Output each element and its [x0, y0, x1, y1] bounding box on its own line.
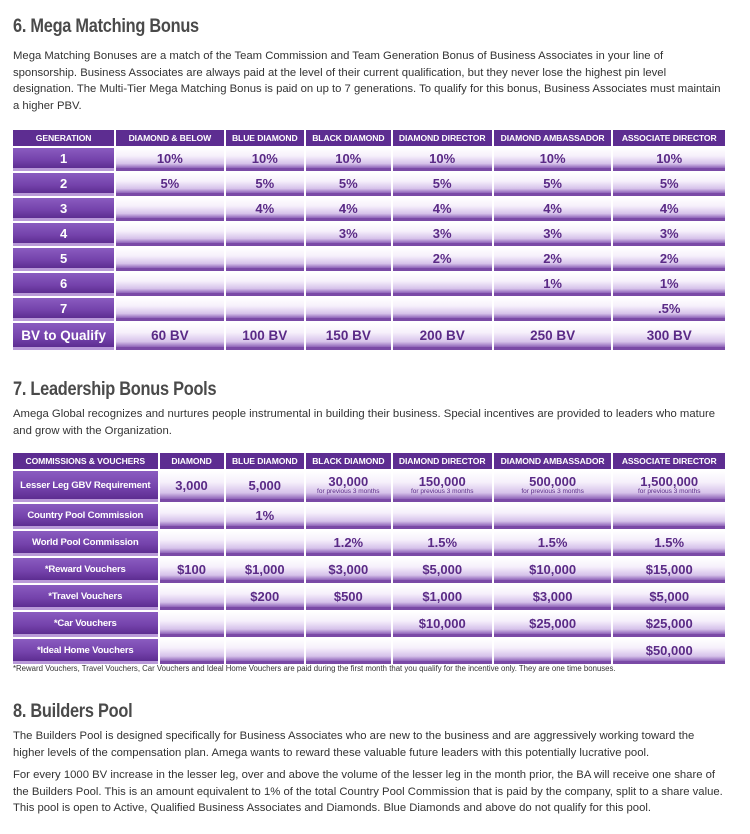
- table-cell: 4%: [393, 198, 492, 221]
- row-label: *Ideal Home Vouchers: [13, 639, 158, 664]
- cell-main: 1,500,000: [640, 474, 699, 489]
- table-cell: 1.5%: [494, 531, 612, 556]
- table-cell: 3%: [306, 223, 391, 246]
- table-cell: [160, 471, 224, 502]
- table-row: [13, 173, 725, 196]
- mega-matching-table: [11, 128, 727, 352]
- row-label: *Reward Vouchers: [13, 558, 158, 583]
- table-cell: 5%: [116, 173, 223, 196]
- table-cell: 3%: [393, 223, 492, 246]
- mega-matching-paragraph: Mega Matching Bonuses are a match of the Team Commission and Team Generation Bonus of Business Associates in your line of sponsorship. Business Associates are always paid at the level of their current qualification, but they never lose the highest pin level designation. The Multi-Tier Mega Matching Bonus is paid on up to 7 generations. To qualify for this bonus, Business Associates must maintain a higher PBV.: [13, 50, 721, 112]
- generation-label: 4: [13, 223, 114, 246]
- table-cell: 1.5%: [613, 531, 725, 556]
- table-cell: 3%: [613, 223, 725, 246]
- table-cell: [116, 223, 223, 246]
- table-cell: [393, 273, 492, 296]
- table-cell: [306, 298, 391, 321]
- table-row: [13, 298, 725, 321]
- table-cell: $10,000: [393, 612, 492, 637]
- table-cell: $25,000: [494, 612, 612, 637]
- table-cell: 2%: [613, 248, 725, 271]
- cell-main: 3,000: [175, 477, 208, 493]
- table-cell: 10%: [116, 148, 223, 171]
- cell-main: 30,000: [328, 474, 369, 489]
- table-cell: [306, 471, 391, 502]
- table-cell: 300 BV: [613, 323, 725, 350]
- table-cell: $1,000: [226, 558, 304, 583]
- table-cell: [116, 298, 223, 321]
- table-cell: $1,000: [393, 585, 492, 610]
- table-cell: 1%: [613, 273, 725, 296]
- table-cell: 4%: [226, 198, 304, 221]
- table-row: [13, 223, 725, 246]
- table-cell: [226, 531, 304, 556]
- table-row: [13, 585, 725, 610]
- mega-header-cell: BLUE DIAMOND: [226, 130, 304, 146]
- cell-main: 5,000: [248, 477, 282, 493]
- cell-sub: for previous 3 months: [521, 488, 584, 495]
- row-label: *Travel Vouchers: [13, 585, 158, 610]
- leadership-header-cell: DIAMOND DIRECTOR: [393, 453, 492, 469]
- table-cell: 1%: [494, 273, 612, 296]
- table-cell: [613, 504, 725, 529]
- table-cell: [393, 298, 492, 321]
- mega-header-cell: DIAMOND DIRECTOR: [393, 130, 492, 146]
- builders-paragraph-2: For every 1000 BV increase in the lesser leg, over and above the volume of the lesser leg in the month prior, the BA will receive one share of the Builders Pool. This is an amount equivalent to 1% of the total Country Pool Commission that is paid by the company, split to a share value. This pool is open to Active, Qualified Business Associates and Diamonds. Blue Diamonds and above do not qualify for this pool.: [13, 769, 723, 814]
- table-cell: [160, 639, 224, 664]
- builders-paragraph-1: The Builders Pool is designed specifically for Business Associates who are new to the business and are aggressively working toward the higher levels of the compensation plan. Amega wants to reward these valuable future leaders with this potentially lucrative pool.: [13, 730, 695, 759]
- row-label: Country Pool Commission: [13, 504, 158, 529]
- table-cell: $100: [160, 558, 224, 583]
- table-cell: 250 BV: [494, 323, 612, 350]
- table-cell: 3%: [494, 223, 612, 246]
- table-cell: 1%: [226, 504, 304, 529]
- table-cell: [226, 639, 304, 664]
- table-cell: $500: [306, 585, 391, 610]
- table-cell: $3,000: [306, 558, 391, 583]
- table-cell: [160, 585, 224, 610]
- table-cell: $3,000: [494, 585, 612, 610]
- table-cell: 5%: [306, 173, 391, 196]
- leadership-heading: 7. Leadership Bonus Pools: [13, 379, 217, 400]
- table-cell: [226, 471, 304, 502]
- bv-to-qualify-label: BV to Qualify: [13, 323, 114, 350]
- table-row: [13, 639, 725, 664]
- table-cell: [160, 504, 224, 529]
- generation-label: 3: [13, 198, 114, 221]
- table-row: [13, 558, 725, 583]
- table-cell: 5%: [613, 173, 725, 196]
- generation-label: 5: [13, 248, 114, 271]
- table-cell: [116, 273, 223, 296]
- generation-label: 6: [13, 273, 114, 296]
- table-cell: 10%: [494, 148, 612, 171]
- table-cell: 1.5%: [393, 531, 492, 556]
- mega-matching-text-block: [13, 48, 725, 114]
- gbv-requirement-row: [13, 471, 725, 502]
- row-label: World Pool Commission: [13, 531, 158, 556]
- table-cell: 60 BV: [116, 323, 223, 350]
- table-cell: 150 BV: [306, 323, 391, 350]
- table-cell: $10,000: [494, 558, 612, 583]
- table-row: [13, 248, 725, 271]
- table-cell: 1.2%: [306, 531, 391, 556]
- table-row: [13, 273, 725, 296]
- table-cell: [494, 504, 612, 529]
- table-row: [13, 198, 725, 221]
- leadership-header-cell: BLACK DIAMOND: [306, 453, 391, 469]
- table-cell: 2%: [494, 248, 612, 271]
- table-cell: 10%: [226, 148, 304, 171]
- table-cell: $5,000: [613, 585, 725, 610]
- leadership-table: [11, 451, 727, 666]
- builders-section: [13, 701, 725, 723]
- cell-sub: for previous 3 months: [410, 488, 474, 495]
- table-cell: [226, 612, 304, 637]
- table-cell: 2%: [393, 248, 492, 271]
- table-cell: [226, 273, 304, 296]
- generation-label: 7: [13, 298, 114, 321]
- mega-matching-heading: 6. Mega Matching Bonus: [13, 16, 199, 37]
- leadership-header-cell: COMMISSIONS & VOUCHERS: [13, 453, 158, 469]
- table-cell: $50,000: [613, 639, 725, 664]
- table-cell: 10%: [306, 148, 391, 171]
- builders-text-block: [13, 728, 725, 817]
- table-cell: [160, 531, 224, 556]
- leadership-header-cell: DIAMOND: [160, 453, 224, 469]
- leadership-section: [13, 379, 725, 401]
- table-cell: $25,000: [613, 612, 725, 637]
- table-cell: [226, 298, 304, 321]
- table-cell: [393, 504, 492, 529]
- mega-matching-section: [13, 16, 725, 38]
- table-cell: [306, 639, 391, 664]
- generation-label: 2: [13, 173, 114, 196]
- table-row: [13, 148, 725, 171]
- table-cell: [494, 298, 612, 321]
- table-cell: $5,000: [393, 558, 492, 583]
- table-cell: 10%: [613, 148, 725, 171]
- table-cell: [160, 612, 224, 637]
- bv-to-qualify-row: [13, 323, 725, 350]
- mega-header-cell: GENERATION: [13, 130, 114, 146]
- cell-sub: for previous 3 months: [637, 488, 701, 495]
- table-cell: 5%: [226, 173, 304, 196]
- mega-header-cell: DIAMOND & BELOW: [116, 130, 223, 146]
- row-label: *Car Vouchers: [13, 612, 158, 637]
- table-cell: [393, 471, 492, 502]
- table-cell: 5%: [494, 173, 612, 196]
- table-cell: $15,000: [613, 558, 725, 583]
- row-label: Lesser Leg GBV Requirement: [13, 471, 158, 502]
- table-cell: [116, 198, 223, 221]
- table-cell: 4%: [613, 198, 725, 221]
- table-cell: [226, 223, 304, 246]
- mega-header-cell: DIAMOND AMBASSADOR: [494, 130, 612, 146]
- table-cell: [116, 248, 223, 271]
- table-cell: 5%: [393, 173, 492, 196]
- cell-main: 150,000: [418, 474, 466, 489]
- table-cell: 4%: [306, 198, 391, 221]
- leadership-text-block: [13, 406, 725, 439]
- cell-main: 500,000: [529, 474, 577, 489]
- mega-header-cell: BLACK DIAMOND: [306, 130, 391, 146]
- table-cell: 4%: [494, 198, 612, 221]
- leadership-header-cell: BLUE DIAMOND: [226, 453, 304, 469]
- table-cell: 200 BV: [393, 323, 492, 350]
- table-cell: [494, 471, 612, 502]
- builders-heading: 8. Builders Pool: [13, 701, 133, 722]
- table-cell: .5%: [613, 298, 725, 321]
- leadership-header-cell: ASSOCIATE DIRECTOR: [613, 453, 725, 469]
- leadership-header-cell: DIAMOND AMBASSADOR: [494, 453, 612, 469]
- mega-header-cell: ASSOCIATE DIRECTOR: [613, 130, 725, 146]
- table-cell: [613, 471, 725, 502]
- table-cell: [393, 639, 492, 664]
- generation-label: 1: [13, 148, 114, 171]
- leadership-table-header-row: [13, 453, 725, 469]
- table-cell: [494, 639, 612, 664]
- table-cell: 100 BV: [226, 323, 304, 350]
- table-cell: 10%: [393, 148, 492, 171]
- vouchers-footnote: *Reward Vouchers, Travel Vouchers, Car Vouchers and Ideal Home Vouchers are paid during the first month that you qualify for the incentive only. They are one time bonuses.: [13, 664, 616, 673]
- mega-table-header-row: [13, 130, 725, 146]
- table-row: [13, 504, 725, 529]
- cell-sub: for previous 3 months: [317, 488, 380, 495]
- table-row: [13, 531, 725, 556]
- table-cell: $200: [226, 585, 304, 610]
- table-cell: [226, 248, 304, 271]
- table-cell: [306, 612, 391, 637]
- table-cell: [306, 504, 391, 529]
- table-cell: [306, 248, 391, 271]
- table-cell: [306, 273, 391, 296]
- leadership-paragraph: Amega Global recognizes and nurtures people instrumental in building their business. Special incentives are provided to leaders who mature and grow with the Organization.: [13, 408, 716, 437]
- table-row: [13, 612, 725, 637]
